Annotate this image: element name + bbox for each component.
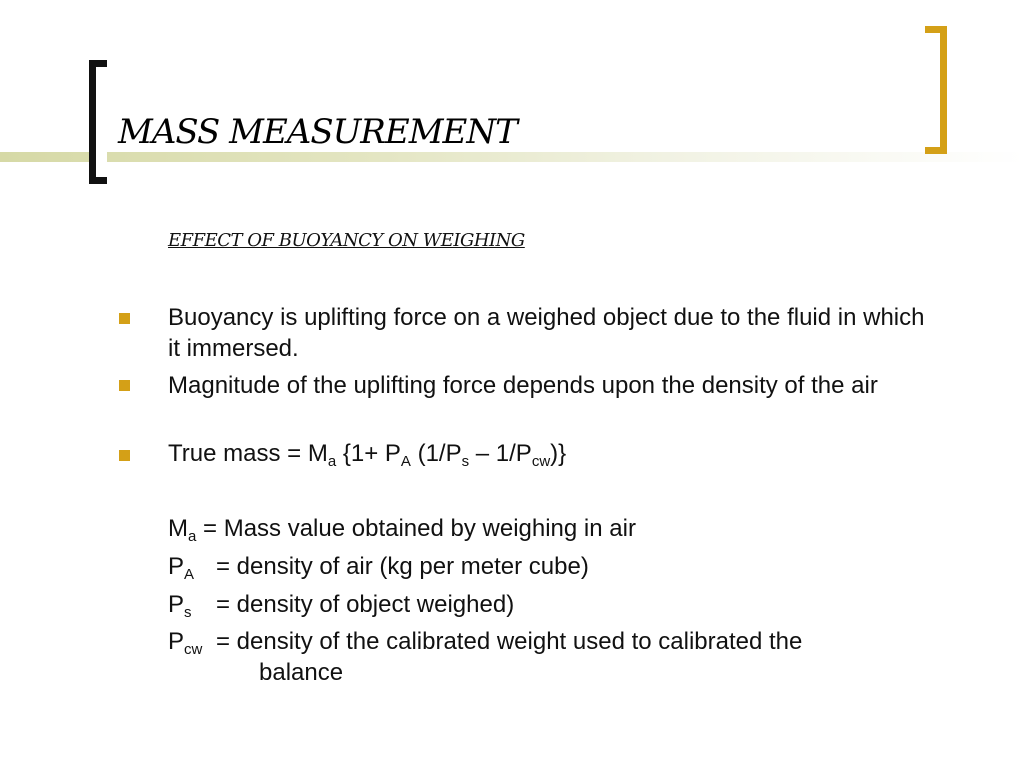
- definition-symbol: P: [168, 591, 185, 618]
- formula-text: – 1/P: [469, 440, 532, 467]
- definition-pcw-continuation: balance: [259, 659, 344, 686]
- definition-pcw: [168, 626, 802, 657]
- formula-subscript: A: [400, 453, 411, 470]
- square-bullet-icon: [119, 380, 130, 391]
- formula-subscript: cw: [531, 453, 551, 470]
- formula-text: )}: [550, 440, 567, 467]
- formula-true-mass: [168, 438, 566, 469]
- slide-title: MASS MEASUREMENT: [118, 112, 517, 152]
- left-bracket-decoration: [89, 60, 107, 184]
- definition-text: = density of the calibrated weight used to calibrated the: [216, 628, 803, 655]
- definition-ps: [168, 589, 514, 620]
- formula-text: (1/P: [410, 440, 462, 467]
- definition-symbol-group: [168, 626, 216, 657]
- right-bracket-decoration: [925, 26, 947, 154]
- square-bullet-icon: [119, 450, 130, 461]
- formula-subscript: s: [461, 453, 470, 470]
- bullet-text-magnitude: Magnitude of the uplifting force depends upon the density of the air: [168, 372, 878, 399]
- definition-symbol: P: [168, 628, 185, 655]
- definition-symbol: M: [168, 515, 188, 542]
- slide-subtitle: EFFECT OF BUOYANCY ON WEIGHING: [168, 230, 525, 251]
- definition-symbol-group: [168, 551, 216, 582]
- definition-text: = Mass value obtained by weighing in air: [196, 515, 636, 542]
- formula-subscript: a: [327, 453, 337, 470]
- square-bullet-icon: [119, 313, 130, 324]
- definition-subscript: A: [184, 566, 195, 583]
- bullet-text-buoyancy: Buoyancy is uplifting force on a weighed object due to the fluid in which it immersed.: [168, 304, 925, 362]
- definition-subscript: cw: [184, 641, 203, 658]
- definition-pa: [168, 551, 589, 582]
- definition-text: = density of object weighed): [216, 591, 515, 618]
- definition-text: = density of air (kg per meter cube): [216, 553, 589, 580]
- formula-text: True mass = M: [168, 440, 328, 467]
- definition-symbol: P: [168, 553, 185, 580]
- definition-symbol-group: [168, 589, 216, 620]
- definition-subscript: a: [188, 528, 197, 545]
- definition-ma: [168, 513, 636, 544]
- definition-subscript: s: [184, 604, 192, 621]
- formula-text: {1+ P: [336, 440, 401, 467]
- title-underline-gradient: [0, 152, 1024, 162]
